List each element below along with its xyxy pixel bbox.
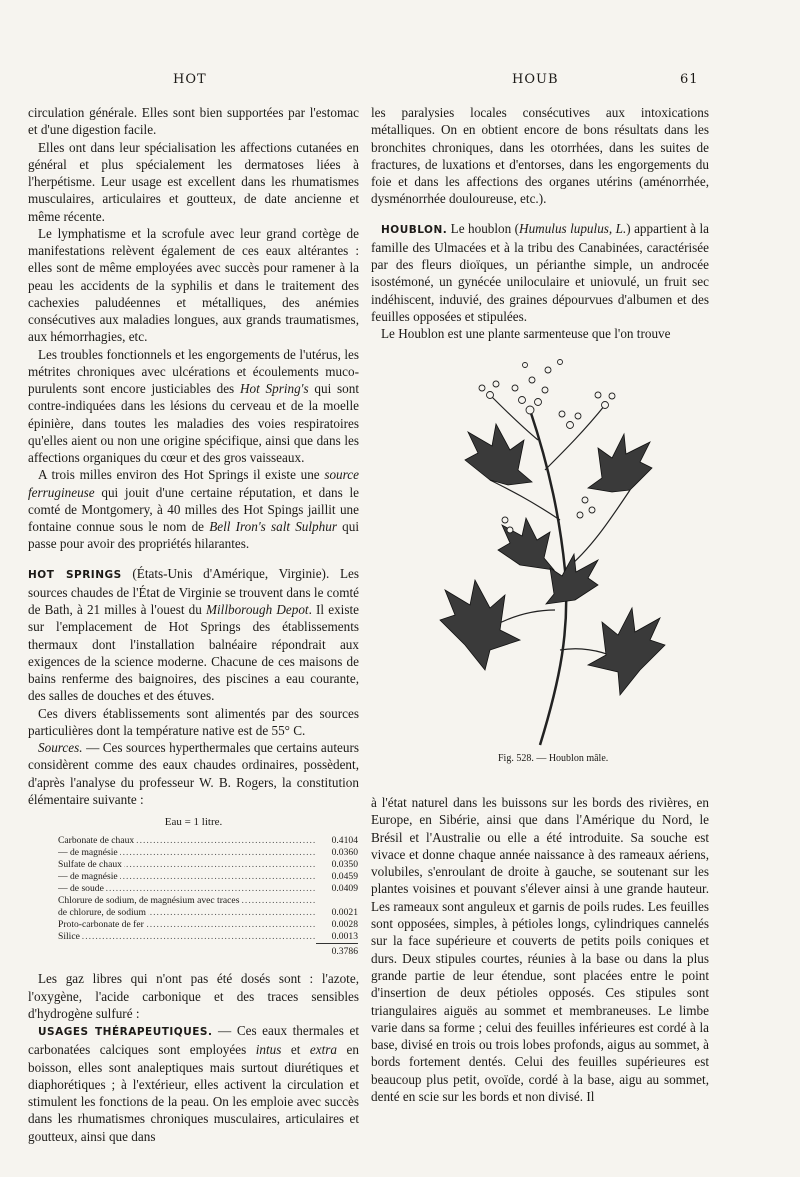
italic-text: Hot Spring's xyxy=(239,381,309,396)
substance-name: Silice xyxy=(58,931,80,943)
table-cell-value: 0.0360 xyxy=(331,847,358,859)
figure-caption: Fig. 528. — Houblon mâle. xyxy=(498,753,609,764)
italic-text: Sources. xyxy=(38,740,83,755)
paragraph: Ces divers établissements sont alimentés par des sources particulières dont la température native est de 55° C. xyxy=(28,705,359,738)
paragraph: à l'état naturel dans les buissons sur les bords des rivières, en Europe, en Sibérie, ainsi que dans l'Amérique du Nord, le Brésil et l'Australie ou elle a été introduite. Sa souche est vivace et donne chaque année naissance à des rameaux aériens, volubiles, s'enroulant de droite à gauche, se soutenant sur les plantes voisines et pouvant s'élever ainsi à une grande hauteur. Les rameaux sont anguleux et garnis de poils rudes. Les feuilles sont opposées, simples, à pétioles longs, cylindriques cannelés sur la face supérieure et couverts de petits poils coniques et durs. Deux stipules courtes, réunies à la base ou dans la plus grande partie de leur étendue, sont placées entre le point d'insertion de deux pétioles opposés. Ces stipules sont triangulaires aiguës au sommet et membraneuses. Le limbe varie dans sa forme ; celui des feuilles inférieures est cordé à la base, divisé en trois ou trois lobes profonds, aigus au sommet, à bords fortement dentés. Celui des feuilles supérieures est beaucoup plus petit, ovoïde, cordé à la base, aigu au sommet, denté en scie sur les bords et non divisé. Il xyxy=(371,795,709,1105)
table-cell-substance xyxy=(58,847,316,859)
table-cell-substance xyxy=(58,883,316,895)
table-cell-substance xyxy=(58,859,316,871)
paragraph: Le Houblon est une plante sarmenteuse que l'on trouve xyxy=(381,326,671,341)
text: . Il existe sur l'emplacement de Hot Springs des établissements thermaux dont l'installation balnéaire répondrait aux exigences de la science moderne. Chacune de ces maisons de bains renferme des baignoires, des piscines a eau courante, des salles de douches et des étuves. xyxy=(28,602,359,704)
table-cell-substance xyxy=(58,835,316,847)
paragraph xyxy=(28,1022,359,1145)
text: — Ces sources hyperthermales que certains auteurs considèrent comme des eaux chaudes ordinaires, possèdent, d'après l'analyse du professeur W. B. Rogers, la constitution élémentaire suivante : xyxy=(28,740,359,807)
hop-plant-illustration xyxy=(420,350,670,750)
italic-text: Humulus lupulus, L. xyxy=(519,220,627,236)
section-heading: USAGES THÉRAPEUTIQUES. xyxy=(38,1026,213,1038)
table-cell-substance xyxy=(58,919,316,931)
substance-name: Carbonate de chaux xyxy=(58,835,135,847)
table-cell-empty xyxy=(58,944,316,959)
table-cell-substance xyxy=(58,871,316,883)
paragraph: Elles ont dans leur spécialisation les affections cutanées en général et plus spécialement les dermatoses liées à l'herpétisme. Leur usage est excellent dans les rhumatismes musculaires, articulaires et goutteux, de date ancienne et même récente. xyxy=(28,139,359,224)
text: Le houblon ( xyxy=(447,220,520,236)
paragraph: Le lymphatisme et la scrofule avec leur grand cortège de manifestations relèvent également de ces eaux altérantes : elles sont de même employées avec succès pour ramener à la peau les accidents de la syphilis et dans le traitement des cachexies paludéennes et métalliques, des anémies consécutives aux maladies longues, aux grands traumatismes, aux hémorrhagies, etc. xyxy=(28,225,359,345)
italic-text: Millborough Depot xyxy=(206,602,309,617)
paragraph xyxy=(28,346,359,467)
paragraph: les paralysies locales consécutives aux intoxications métalliques. On en obtient encore de bons résultats dans les bronchites chroniques, dans les otorrhées, dans les suites de fractures, de luxations et d'entorses, dans les engorgements du foie et dans les affections des organes utérins (aménorrhée, dysménorrhée douloureuse, etc.). xyxy=(371,105,709,207)
running-head-left: HOT xyxy=(173,72,207,87)
running-head-center: HOUB xyxy=(512,72,559,87)
table-row xyxy=(58,847,358,859)
text: (États-Unis d'Amérique, Virginie). Les sources chaudes de l'État de Virginie se trouvent dans le comté de Bath, à 21 milles à l'ouest du xyxy=(28,565,359,617)
table-row xyxy=(58,859,358,871)
paragraph: circulation générale. Elles sont bien supportées par l'estomac et d'une digestion facile. xyxy=(28,105,359,138)
italic-text: intus xyxy=(255,1042,282,1058)
substance-name: Proto-carbonate de fer xyxy=(58,919,144,931)
text: ) appartient à la famille des Ulmacées et à la tribu des Canabinées, caractérisée par des fleurs dioïques, un périanthe simple, un androcée isostémoné, un gynécée uniloculaire et uniovulé, un fruit sec indéhiscent, induvié, des graines dépourvues d'albumen et des feuilles opposées et stipulées. xyxy=(371,220,709,324)
paragraph xyxy=(28,739,359,808)
table-cell-value: 0.0459 xyxy=(331,871,358,883)
text: A trois milles environ des Hot Springs il existe une xyxy=(38,467,325,483)
entry-houblon xyxy=(371,220,709,326)
table-cell-value: 0.0350 xyxy=(331,859,358,871)
analysis-table xyxy=(58,835,358,958)
table-row xyxy=(58,907,358,919)
entry-heading: HOUBLON. xyxy=(381,223,448,236)
table-row xyxy=(58,835,358,847)
table-row xyxy=(58,919,358,931)
right-column xyxy=(371,104,709,342)
table-total-row xyxy=(58,944,358,959)
substance-name: Chlorure de sodium, de magnésium avec traces xyxy=(58,895,240,907)
italic-text: Bell Iron's salt Sulphur xyxy=(209,519,337,534)
paragraph xyxy=(28,466,359,552)
italic-text: source ferrugineuse xyxy=(28,467,359,500)
table-total-value: 0.3786 xyxy=(316,944,358,959)
text: qui jouit d'une certaine réputation, et dans le comté de Montgomery, à 40 milles des Hot Spings jaillit une fontaine connue sous le nom de xyxy=(28,484,359,534)
table-cell-value: 0.0028 xyxy=(331,919,358,931)
text: Les troubles fonctionnels et les engorgements de l'utérus, les métrites chroniques avec ulcérations et écoulements muco-purulents sont encore justiciables des xyxy=(28,346,359,396)
left-column xyxy=(28,104,359,1145)
table-title: Eau = 1 litre. xyxy=(164,816,223,828)
substance-name: Sulfate de chaux xyxy=(58,859,122,871)
text: qui passe pour avoir des propriétés hilarantes. xyxy=(28,519,359,552)
substance-name: de chlorure, de sodium xyxy=(58,907,146,919)
table-cell-value: 0.4104 xyxy=(331,835,358,847)
substance-name: — de magnésie xyxy=(58,871,118,883)
text: en boisson, elles sont analeptiques mais surtout diurétiques et diaphorétiques ; à l'extérieur, elles activent la circulation et stimulent les fonctions de la peau. On les emploie avec succès dans les rhumatismes chroniques musculaires, articulaires et goutteux, ainsi que dans xyxy=(28,1042,359,1144)
text: qui sont contre-indiquées dans les lésions du cerveau et de la moelle épinière, dans toutes les maladies des voies respiratoires qu'elles aient ou non une origine spécifique, ainsi que dans les affections organiques du cœur et des gros vaisseaux. xyxy=(28,381,359,465)
page-number: 61 xyxy=(680,72,699,87)
entry-heading: HOT SPRINGS xyxy=(28,568,122,581)
table-row xyxy=(58,883,358,895)
table-row xyxy=(58,895,358,907)
table-cell-substance xyxy=(58,895,316,907)
right-column-continued xyxy=(371,794,709,1105)
substance-name: — de magnésie xyxy=(58,847,118,859)
text: et xyxy=(281,1042,310,1058)
table-row xyxy=(58,871,358,883)
table-row xyxy=(58,931,358,944)
table-cell-value: 0.0021 xyxy=(331,907,358,919)
table-cell-value: 0.0013 xyxy=(331,931,358,943)
italic-text: extra xyxy=(309,1042,338,1058)
table-cell-substance xyxy=(58,907,316,919)
entry-hot-springs xyxy=(28,565,359,705)
table-cell-substance xyxy=(58,931,316,944)
text: — Ces eaux thermales et carbonatées calciques sont employées xyxy=(28,1023,359,1058)
paragraph: Les gaz libres qui n'ont pas été dosés sont : l'azote, l'oxygène, l'acide carbonique et des traces sensibles d'hydrogène sulfuré : xyxy=(28,971,359,1021)
table-cell-value: 0.0409 xyxy=(331,883,358,895)
substance-name: — de soude xyxy=(58,883,104,895)
table-cell-value xyxy=(316,895,358,907)
